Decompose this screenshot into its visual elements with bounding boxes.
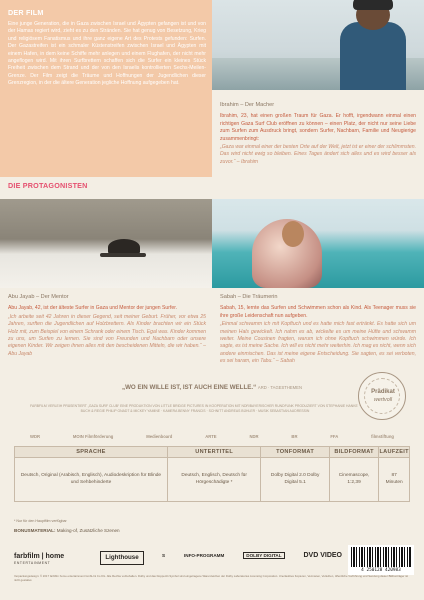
sabah-quote: „Einmal schwamm ich mit Kopftuch und es hatte mich fast ertränkt. Es hatte sich um meinen Hals gewickelt. Ich nahm es ab, wickelte es um meine Hüfte und schwamm weiter. Meine Cousinen fragten, warum ich ohne Kopftuch schwimmen würde. Ich sagte, es ist meine Sache. Ich will es nicht mehr weiterhin. Ich mag es nicht, wenn sich andere einmischen. Das ist meine eigene Entscheidung. Sie sagten, es sei verboten, es sei haram, ein Tabu.“ – Sabah xyxy=(220,321,416,365)
spec-value-language: Deutsch, Original (Arabisch, Englisch), Audiodeskription für Blinde und Sehbehinderte xyxy=(15,458,168,502)
dolby-logo: DOLBY DIGITAL xyxy=(243,552,284,559)
bonus-text: Making-of, Zusätzliche Szenen xyxy=(56,528,120,533)
spec-header-runtime: LAUFZEIT xyxy=(379,447,410,458)
abu-jayab-photo xyxy=(0,199,212,288)
protagonists-heading: DIE PROTAGONISTEN xyxy=(8,181,88,190)
seal-line1: Prädikat xyxy=(371,389,395,395)
publisher-name: farbfilm | home xyxy=(14,553,65,560)
spec-header-subtitles: UNTERTITEL xyxy=(167,447,260,458)
spec-header-audio: TONFORMAT xyxy=(261,447,330,458)
barcode-number: 4 250128 420983 xyxy=(361,568,401,573)
sponsor-logo: NDR xyxy=(249,433,259,439)
publisher-sub: ENTERTAINMENT xyxy=(14,561,51,565)
barcode xyxy=(348,545,414,575)
ibrahim-bio: Ibrahim, 23, hat einen großen Traum für Gaza. Er hofft, irgendwann einmal einen richtigen Gaza Surf Club eröffnen zu können – einen Platz, der nicht nur seine Liebe zum Surfen zum Ausdruck bringt, sondern Surfer, Nachbarn, Familie und Neugierige zusammenbringt: xyxy=(220,113,416,142)
bonus-material xyxy=(14,528,120,533)
seal-ring xyxy=(364,378,400,414)
distributor-logo: Lighthouse xyxy=(100,551,144,565)
rating-seal xyxy=(358,372,406,420)
legal-text: Verpackungsdesign: © 2017 farbfilm home entertainment GmbH & Co KG. Alle Rechte vorbehalten. Dolby und das Doppel-D-Symbol sind eingetragene Warenzeichen der Dolby Laboratories Licensing Corporation. Unerlaubtes Kopieren, Vermieten, Verleihen, öffentliche Vorführung und Sendung dieser Bildtonträger ist nicht gestattet. xyxy=(14,574,409,582)
ibrahim-section xyxy=(220,102,416,167)
footnote: * Nur für den Hauptfilm verfügbar xyxy=(14,519,67,523)
bonus-label: BONUSMATERIAL: xyxy=(14,528,56,533)
photo-face xyxy=(282,221,304,247)
photo-surfboard xyxy=(100,253,146,257)
film-heading: DER FILM xyxy=(8,8,44,17)
specs-header-row xyxy=(15,447,410,458)
abu-jayab-bio: Abu Jayab, 42, ist der älteste Surfer in Gaza und Mentor der jungen Surfer. xyxy=(8,305,178,312)
spec-value-subtitles: Deutsch, Englisch, Deutsch für Hörgeschädigte * xyxy=(167,458,260,502)
publisher-logo xyxy=(14,553,64,567)
ibrahim-photo xyxy=(212,0,424,90)
sponsor-logo: Medienboard xyxy=(146,433,173,439)
seal-line2: wertvoll xyxy=(373,397,393,403)
sponsor-logo: MOIN Filmförderung xyxy=(72,433,114,439)
ibrahim-quote: „Gaza war einmal einer der besten Orte auf der Welt, jetzt ist er einer der schlimmsten. Das wird nicht ewig so bleiben. Eines Tages ändert sich alles und es wird besser als zuvor.“ – Ibrahim xyxy=(220,144,416,165)
protagonists-header xyxy=(0,177,212,199)
abu-jayab-section xyxy=(8,294,206,359)
sabah-bio: Sabah, 15, lernte das Surfen und Schwimmen schon als Kind. Als Teenager muss sie ihre große Leidenschaft nun aufgeben. xyxy=(220,305,416,319)
s-logo: S xyxy=(162,553,166,558)
credit-block: FARBFILM VERLEIH PRÄSENTIERT „GAZA SURF CLUB“ EINE PRODUKTION VON LITTLE BRIDGE PICTURES IN KOOPERATION MIT NDR/BAYERISCHER RUNDFUNK PRODUZIERT VON STEPHANIE HANKE · BUCH & REGIE PHILIP GNADT & MICKEY YAMINE · KAMERA BENNY FRANCIS · SCHNITT ANDREAS BÜHLER · MUSIK SEBASTIAN AUDRESSIN xyxy=(30,404,360,413)
ibrahim-caption: Ibrahim – Der Macher xyxy=(220,102,275,108)
spec-value-audio: Dolby Digital 2.0 Dolby Digital 5.1 xyxy=(261,458,330,502)
spec-header-picture: BILDFORMAT xyxy=(329,447,378,458)
info-program-logo: INFO-PROGRAMM xyxy=(184,553,225,558)
press-quote-source: ARD · TAGESTHEMEN xyxy=(257,385,302,390)
spec-value-picture: Cinemascope, 1:2,39 xyxy=(329,458,378,502)
barcode-bars xyxy=(351,547,411,567)
photo-figure xyxy=(340,22,406,90)
sponsor-logo: filmstiftung xyxy=(371,433,394,439)
abu-jayab-caption: Abu Jayab – Der Mentor xyxy=(8,294,69,300)
format-logos xyxy=(162,552,342,559)
sponsor-logo: ARTE xyxy=(205,433,217,439)
specs-value-row xyxy=(15,458,410,502)
sabah-section xyxy=(220,294,416,367)
sponsor-logo: BR xyxy=(291,433,298,439)
sabah-photo xyxy=(212,199,424,288)
sabah-caption: Sabah – Die Träumerin xyxy=(220,294,278,300)
dvd-logo: DVD VIDEO xyxy=(303,552,342,559)
sponsor-logo: FFA xyxy=(330,433,339,439)
sponsor-logo: WDR xyxy=(30,433,41,439)
sponsor-logos xyxy=(30,431,394,441)
spec-value-runtime: 87 Minuten xyxy=(379,458,410,502)
photo-cap xyxy=(353,0,393,10)
film-panel xyxy=(0,0,212,177)
spec-header-language: SPRACHE xyxy=(15,447,168,458)
technical-specs-table xyxy=(14,446,410,502)
press-quote-text: „WO EIN WILLE IST, IST AUCH EINE WELLE.“ xyxy=(122,384,257,391)
abu-jayab-quote: „Ich arbeite seit 42 Jahren in dieser Gegend, seit meiner Geburt. Früher, vor etwa 25 Jahren, surften die Jugendlichen auf Holzbrettern. Als Kinder brachten wir ein Stück Holz mit, zum Beispiel von einem Schrank oder einem Tisch. Egal was. Kinder kommen zu uns, um Surfen zu lernen. Sie sind von Freunden und Nachbarn oder unsere eigenen Kinder. Wir zeigen ihnen alles mit den bescheidenen Mitteln, die wir haben.“ – Abu Jayab xyxy=(8,313,206,357)
film-synopsis: Eine junge Generation, die in Gaza zwischen Israel und Ägypten gefangen ist und von der Hamas regiert wird, zieht es zu den Stränden. Sie hat genug von Besetzung, Krieg und religiösem Fanatismus und ihre ganz eigene Art des Protests gefunden: Surfen. Der Gazastreifen ist ein schmaler Küstenstreifen zwischen Israel und Ägypten mit einem Hafen, in dem keine Schiffe mehr anlegen und einem Flughafen, der nicht mehr angeflogen wird. Mit ihren Surfbrettern schaffen sich die Surfer ein kleines Stück Freiheit zwischen dem Strand und der von den Israelis kontrollierten Sechs-Meilen-Grenze. Der Film zeigt die Träume und Hoffnungen der Jugendlichen dieser Grenzregion, in der die ältere Generation jegliche Hoffnung aufgegeben hat. xyxy=(8,21,206,87)
